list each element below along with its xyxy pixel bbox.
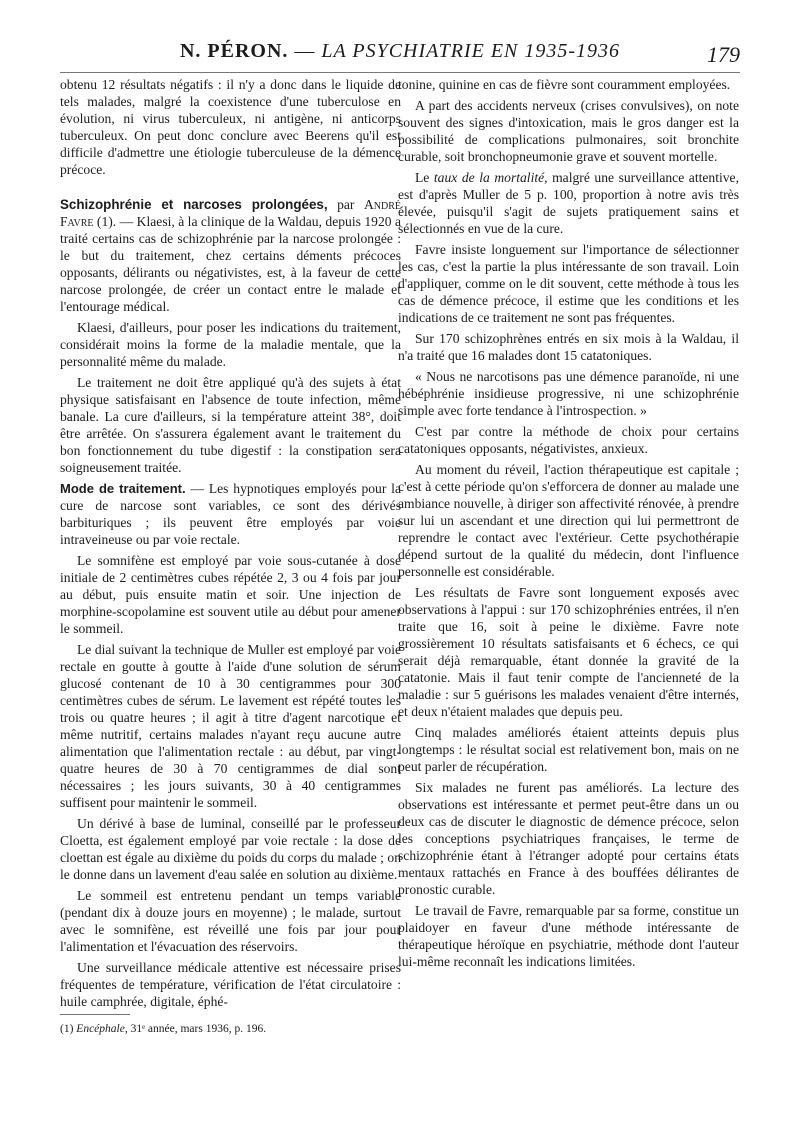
footnote-journal: Encéphale: [76, 1023, 125, 1035]
running-title: [60, 40, 740, 63]
paragraph: Au moment du réveil, l'action thérapeutique est capitale ; c'est à cette période qu'on s'efforcera de donner au malade une ambiance nouvelle, à diriger son affectivité rénovée, à prendre sur lui un ascendant et une direction qui lui permettront de reprendre le contact avec l'extérieur. Cette psychothérapie dépend surtout de la qualité du médecin, dont l'influence personnelle est considérable.: [398, 462, 739, 579]
paragraph: C'est par contre la méthode de choix pour certains catatoniques opposants, négativistes, anxieux.: [398, 424, 739, 456]
paragraph: Klaesi, d'ailleurs, pour poser les indications du traitement, considérait moins la forme de la maladie mentale, que la personnalité même du malade.: [60, 320, 401, 369]
page-number: 179: [707, 42, 740, 67]
paragraph: Le somnifène est employé par voie sous-cutanée à dose initiale de 2 centimètres cubes répétée 2, 3 ou 4 fois par jour au début, puis ensuite matin et soir. Une injection de morphine-scopolamine est souvent utile au début pour amener le sommeil.: [60, 553, 401, 636]
section-by: par: [327, 197, 364, 212]
running-header: [60, 32, 740, 73]
paragraph: Favre insiste longuement sur l'importance de sélectionner les cas, c'est la partie la plus intéressante de son travail. Loin d'appliquer, comme on le dit souvent, cette méthode à tous les cas de démence précoce, il estime que les conditions et les indications de ce traitement ne sont pas fréquentes.: [398, 242, 739, 325]
footnote-divider: [60, 1014, 130, 1015]
header-journal-title: LA PSYCHIATRIE EN 1935-1936: [321, 40, 621, 62]
paragraph: tonine, quinine en cas de fièvre sont couramment employées.: [398, 77, 731, 92]
subsection-paragraph: [60, 480, 401, 548]
paragraph: Le travail de Favre, remarquable par sa forme, constitue un plaidoyer en faveur d'une méthode intéressante de thérapeutique héroïque en psychiatrie, méthode dont l'auteur lui-même reconnaît les indications limitées.: [398, 903, 739, 969]
header-separator: —: [288, 40, 322, 62]
footnote-text: , 31ᵉ année, mars 1936, p. 196.: [124, 1023, 267, 1035]
quotation: « Nous ne narcotisons pas une démence paranoïde, ni une hébéphrénie insidieuse progressive, ni une schizophrénie simple avec forte tendance à l'introspection. »: [398, 369, 739, 418]
right-column: [398, 76, 739, 974]
subsection-heading: Mode de traitement.: [60, 481, 186, 496]
left-column: [60, 76, 401, 1042]
paragraph: obtenu 12 résultats négatifs : il n'y a donc dans le liquide de tels malades, malgré la coexistence d'une tuberculose en évolution, ni virus tuberculeux, ni antigène, ni anticorps tuberculeux. On peut donc conclure avec Beerens qu'il est difficile d'admettre une étiologie tuberculeuse de la démence précoce.: [60, 77, 401, 177]
paragraph: Le sommeil est entretenu pendant un temps variable (pendant dix à douze jours en moyenne) ; le malade, surtout avec le somnifène, est réveillé une fois par jour pour l'alimentation et l'évacuation des réservoirs.: [60, 888, 401, 954]
section-title: Schizophrénie et narcoses prolongées,: [60, 197, 328, 212]
paragraph-text: , malgré une surveillance attentive, est d'après Muller de 5 p. 100, proportion à notre avis très élevée, puisqu'il s'agit de sujets pratiquement sains et sélectionnés en vue de la cure.: [398, 170, 739, 236]
paragraph: Le traitement ne doit être appliqué qu'à des sujets à état physique satisfaisant en l'absence de toute infection, même banale. La cure d'ailleurs, si la température atteint 38°, doit être arrêtée. On s'assurera également avant le traitement du bon fonctionnement du tube digestif : la constipation sera soigneusement traitée.: [60, 375, 401, 475]
paragraph: Le dial suivant la technique de Muller est employé par voie rectale en goutte à goutte à l'aide d'une solution de sérum glucosé contenant de 10 à 30 centigrammes pour 300 centimètres cubes de sérum. Le lavement est répété toutes les trois ou quatre heures ; il agit à titre d'agent narcotique et même nutritif, certains malades n'ayant reçu aucune autre alimentation que l'alimentation rectale : au début, par vingt-quatre heures de 30 à 70 centigrammes de dial sont nécessaires ; les jours suivants, 30 à 40 centigrammes suffisent pour maintenir le sommeil.: [60, 642, 401, 810]
header-author: N. PÉRON.: [179, 40, 289, 62]
paragraph: Cinq malades améliorés étaient atteints depuis plus longtemps : le résultat social est relativement bon, mais on ne peut parler de récupération.: [398, 725, 739, 774]
section-author: André Favre: [60, 197, 401, 229]
paragraph: [398, 169, 739, 237]
paragraph: Un dérivé à base de luminal, conseillé par le professeur Cloetta, est également employé par voie rectale : la dose de cloettan est égale au dixième du poids du corps du malade ; on le donne dans un lavement d'eau salée en solution au dixième.: [60, 816, 401, 882]
paragraph: Six malades ne furent pas améliorés. La lecture des observations est intéressante et permet peut-être dans un ou deux cas de discuter le diagnostic de démence précoce, selon les conceptions psychiatriques françaises, le terme de schizophrénie étant à l'étranger adopté pour certains états mentaux rattachés en France à des bouffées délirantes de pronostic curable.: [398, 780, 739, 897]
paragraph-text: Le: [415, 170, 434, 185]
footnote-reference: (1). —: [93, 214, 137, 229]
paragraph: Une surveillance médicale attentive est nécessaire prises fréquentes de température, vérification de l'état circulatoire : huile camphrée, digitale, éphé-: [60, 960, 401, 1009]
paragraph-text: Klaesi, à la clinique de la Waldau, depuis 1920 a traité certains cas de schizophrénie par la narcose prolongée : le but du traitement, chez certains déments précoces opposants, délirants ou négativistes, est, à la faveur de cette narcose prolongée, de créer un contact entre le malade et l'entourage médical.: [60, 214, 402, 314]
paragraph: Sur 170 schizophrènes entrés en six mois à la Waldau, il n'a traité que 16 malades dont 15 catatoniques.: [398, 331, 739, 363]
emphasis: taux de la mortalité: [433, 170, 545, 185]
paragraph-text: Les hypnotiques employés pour la cure de narcose sont variables, ce sont des dérivés barbituriques ; ils peuvent être employés par voie intraveineuse ou par voie rectale.: [60, 481, 401, 547]
footnote: [60, 1021, 401, 1038]
footnote-number: (1): [60, 1023, 77, 1035]
paragraph: A part des accidents nerveux (crises convulsives), on note souvent des signes d'intoxication, mais le gros danger est la possibilité de complications pulmonaires, soit bronchite curable, soit bronchopneumonie grave et souvent mortelle.: [398, 98, 739, 164]
paragraph: Les résultats de Favre sont longuement exposés avec observations à l'appui : sur 170 schizophrénies entrées, il n'en traite que 16, soit à peine le dixième. Favre note grossièrement 10 résultats satisfaisants et 6 échecs, ce qui serait déjà remarquable, étant donnée la gravité de la catatonie. Mais il faut tenir compte de l'ancienneté de la maladie : sur 5 guérisons les malades venaient d'être internés, et deux n'étaient malades que depuis peu.: [398, 585, 739, 719]
subhead-separator: —: [185, 481, 209, 496]
section-heading-paragraph: [60, 196, 401, 315]
